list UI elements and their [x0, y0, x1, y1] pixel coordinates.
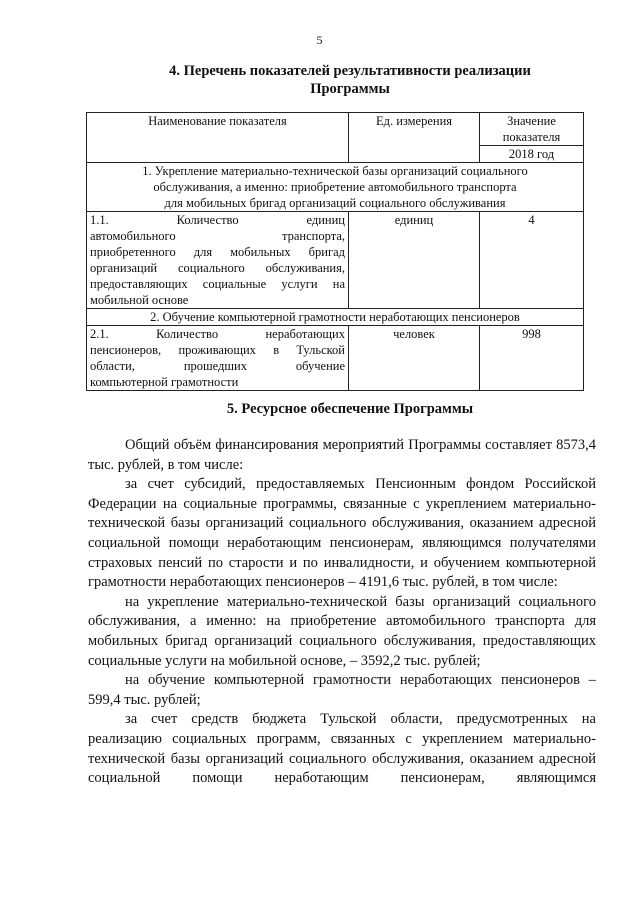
table-row: [87, 212, 584, 309]
group-title-row: [87, 163, 584, 212]
paragraph: за счет средств бюджета Тульской области, предусмотренных на реализацию социальных программ, связанных с укреплением материально-технической базы организаций социального обслуживания, оказанием адресной социальной помощи неработающим пенсионерам, являющимся: [88, 711, 596, 787]
header-value: [480, 113, 584, 163]
group-title-row: [87, 309, 584, 326]
section-4-title-line-1: 4. Перечень показателей результативности реализации: [169, 63, 531, 79]
group-1-title-line: для мобильных бригад организаций социального обслуживания: [164, 196, 506, 210]
row-2-name-line: компьютерной грамотности: [90, 375, 239, 389]
row-2-name: [87, 326, 349, 391]
row-2-name-line: области, прошедших обучение: [90, 359, 345, 373]
row-1-name-line: 1.1. Количество единиц: [90, 213, 345, 227]
header-name: Наименование показателя: [87, 113, 349, 163]
row-1-name-line: автомобильного транспорта,: [90, 229, 345, 243]
row-1-name-line: предоставляющих социальные услуги на: [90, 277, 345, 291]
paragraph: на обучение компьютерной грамотности неработающих пенсионеров – 599,4 тыс. рублей;: [88, 672, 596, 708]
table-row: [87, 326, 584, 391]
table-header-row: [87, 113, 584, 163]
section-5-body: [88, 436, 596, 789]
header-value-line-2: показателя: [502, 130, 561, 144]
row-2-name-line: 2.1. Количество неработающих: [90, 327, 345, 341]
section-5-heading: 5. Ресурсное обеспечение Программы: [226, 401, 474, 417]
row-2-value: 998: [480, 326, 584, 391]
section-4-heading: [60, 62, 639, 98]
indicators-table: [86, 112, 584, 391]
row-1-name-line: организаций социального обслуживания,: [90, 261, 345, 275]
row-1-name-line: приобретенного для мобильных бригад: [90, 245, 345, 259]
group-1-title-line: обслуживания, а именно: приобретение автомобильного транспорта: [153, 180, 517, 194]
row-2-name-line: пенсионеров, проживающих в Тульской: [90, 343, 345, 357]
header-value-line-1: Значение: [507, 114, 556, 128]
group-1-title-line: 1. Укрепление материально-технической базы организаций социального: [142, 164, 528, 178]
header-value-year: 2018 год: [480, 145, 583, 162]
row-1-value: 4: [480, 212, 584, 309]
group-2-title-line: 2. Обучение компьютерной грамотности неработающих пенсионеров: [150, 310, 520, 324]
paragraph: за счет субсидий, предоставляемых Пенсионным фондом Российской Федерации на социальные программы, связанные с укреплением материально-технической базы организаций социального обслуживания, оказанием адресной социальной помощи неработающим пенсионерам, являющимся получателями страховых пенсий по старости и по инвалидности, и обучением компьютерной грамотности неработающих пенсионеров – 4191,6 тыс. рублей, в том числе:: [88, 476, 596, 591]
row-2-unit: человек: [349, 326, 480, 391]
row-1-name-line: мобильной основе: [90, 293, 189, 307]
group-2-title: [87, 309, 584, 326]
paragraph: на укрепление материально-технической базы организаций социального обслуживания, а именно: на приобретение автомобильного транспорта для мобильных бригад организаций социального обслуживания, предоставляющих социальные услуги на мобильной основе, – 3592,2 тыс. рублей;: [88, 593, 596, 669]
paragraph: Общий объём финансирования мероприятий Программы составляет 8573,4 тыс. рублей, в том числе:: [88, 437, 596, 473]
header-unit: Ед. измерения: [349, 113, 480, 163]
group-1-title: [87, 163, 584, 212]
page-number: 5: [316, 33, 323, 47]
row-1-unit: единиц: [349, 212, 480, 309]
section-4-title-line-2: Программы: [310, 81, 390, 97]
row-1-name: [87, 212, 349, 309]
